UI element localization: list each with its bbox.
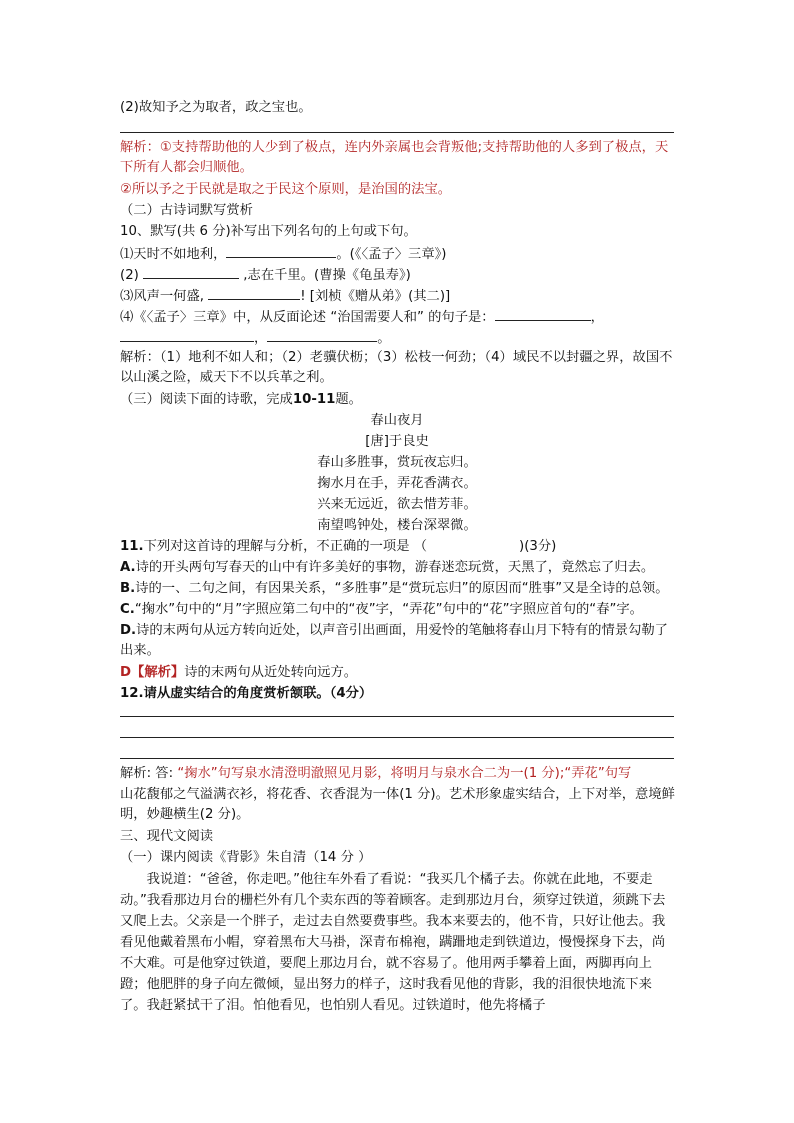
fill-blank[interactable] [267, 327, 377, 342]
fill-blank[interactable] [143, 264, 239, 279]
q12-text: 请从虚实结合的角度赏析颔联。（4分） [143, 686, 373, 701]
q10-1 [120, 243, 680, 265]
answer-line[interactable] [120, 737, 674, 738]
q10-3-source: ! [刘桢《赠从弟》(其二)] [300, 289, 451, 304]
answer-line [120, 132, 674, 133]
q10-1-text: ⑴天时不如地利， [120, 247, 227, 262]
fill-blank[interactable] [226, 243, 336, 258]
q11-text: 下列对这首诗的理解与分析，不正确的一项是 （ [143, 539, 428, 554]
answer-label: D【解析】 [120, 665, 185, 680]
fill-blank[interactable] [208, 285, 300, 300]
q11-score: )(3分) [519, 539, 557, 554]
sec3-suffix: 题。 [335, 392, 362, 407]
option-b [120, 579, 680, 599]
sec3-range: 10-11 [292, 392, 336, 407]
period: 。 [377, 331, 391, 346]
option-text: 诗的末两句从远方转向近处，以声音引出画面，用爱怜的笔触将春山月下特有的情景勾勒了出来。 [120, 623, 668, 658]
option-text: 诗的开头两句写春天的山中有许多美好的事物，游春迷恋玩赏，天黑了，竟然忘了归去。 [135, 560, 655, 575]
passage: 我说道：“爸爸，你走吧。”他往车外看了看说：“我买几个橘子去。你就在此地，不要走动。”我看那边月台的栅栏外有几个卖东西的等着顾客。走到那边月台，须穿过铁道，须跳下去又爬上去。父亲是一个胖子，走过去自然要费事些。我本来要去的，他不肯，只好让他去。我看见他戴着黑布小帽，穿着黑布大马褂，深青布棉袍，蹒跚地走到铁道边，慢慢探身下去，尚不大难。可是他穿过铁道，要爬上那边月台，就不容易了。他用两手攀着上面，两脚再向上蹬；他肥胖的身子向左微倾，显出努力的样子，这时我看见他的背影，我的泪很快地流下来了。我赶紧拭干了泪。怕他看见，也怕别人看见。过铁道时，他先将橘子 [120, 872, 666, 1013]
poem-line: 兴来无远近，欲去惜芳菲。 [317, 497, 477, 512]
answer-text: 诗的末两句从近处转向远方。 [184, 665, 358, 680]
poem-title: 春山夜月 [370, 413, 424, 428]
q11-num: 11. [120, 539, 144, 554]
q11 [120, 537, 680, 557]
q12-num: 12. [120, 686, 144, 701]
answer-text: “掬水”句写泉水清澄明澈照见月影，将明月与泉水合二为一(1 分);“弄花”句写 [177, 766, 632, 781]
option-label: A. [120, 560, 136, 575]
option-label: B. [120, 581, 136, 596]
q10-3-text: ⑶风声一何盛, [120, 289, 209, 304]
answer-11 [120, 663, 680, 683]
q10-title: 10、默写(共 6 分)补写出下列名句的上句或下句。 [120, 224, 417, 239]
q12 [120, 684, 680, 704]
answer-1b: ②所以予之于民就是取之于民这个原则，是治国的法宝。 [120, 182, 452, 197]
q10-2-num: (2) [120, 268, 144, 283]
answer-line[interactable] [120, 716, 674, 717]
answer-label: 解析：①支持帮助他的人少到了极点，连内外亲属也会背叛他;支持帮助他的人多到了极点，天下所有人都会归顺他。 [120, 140, 669, 175]
q2-2: (2)故知予之为取者，政之宝也。 [120, 100, 312, 115]
fill-blank[interactable] [120, 327, 254, 342]
section-2-title: （二）古诗词默写赏析 [120, 203, 253, 218]
section-4-title: 三、现代文阅读 [120, 829, 214, 844]
answer-line[interactable] [120, 758, 674, 759]
option-label: C. [120, 602, 135, 617]
option-a [120, 558, 680, 578]
option-c [120, 600, 680, 620]
answer-1a [120, 138, 680, 178]
option-text: 诗的一、二句之间，有因果关系，“多胜事”是“赏玩忘归”的原因而“胜事”又是全诗的总领。 [135, 581, 669, 596]
answer-12b: 山花馥郁之气溢满衣衫，将花香、衣香混为一体(1 分)。艺术形象虚实结合，上下对举，意境鲜明，妙趣横生(2 分)。 [120, 787, 675, 822]
q10-4-text: ⑷《〈孟子〉三章》中，从反面论述 “治国需要人和” 的句子是： [120, 310, 495, 325]
poem-line: 南望鸣钟处，楼台深翠微。 [317, 518, 477, 533]
option-d [120, 621, 676, 661]
q10-4 [120, 306, 680, 328]
poem-line: 春山多胜事，赏玩夜忘归。 [317, 455, 477, 470]
option-label: D. [120, 623, 137, 638]
comma: ， [590, 310, 604, 325]
q10-2 [120, 264, 680, 286]
poem-author: [唐]于良史 [365, 434, 429, 449]
fill-blank[interactable] [495, 306, 591, 321]
answer-12a [120, 764, 680, 784]
comma: ， [254, 331, 268, 346]
section-4-sub: （一）课内阅读《背影》朱自清（14 分 ） [120, 850, 372, 865]
q10-2-text: ,志在千里。(曹操《龟虽寿》) [239, 268, 411, 283]
sec3-text: （三）阅读下面的诗歌，完成 [120, 392, 293, 407]
option-text: “掬水”句中的“月”字照应第二句中的“夜”字，“弄花”句中的“花”字照应首句的“春”字。 [134, 602, 643, 617]
section-3-title [120, 390, 680, 410]
poem-line: 掬水月在手，弄花香满衣。 [317, 476, 477, 491]
q10-3 [120, 285, 680, 307]
q10-4-cont [120, 327, 680, 349]
q10-1-source: 。(《〈孟子〉三章》) [336, 247, 447, 262]
answer-10: 解析：（1）地利不如人和；（2）老骥伏枥；（3）松枝一何劲；（4）域民不以封疆之界，故国不以山溪之险，威天下不以兵革之利。 [120, 350, 673, 385]
answer-label: 解析: 答: [120, 766, 178, 781]
